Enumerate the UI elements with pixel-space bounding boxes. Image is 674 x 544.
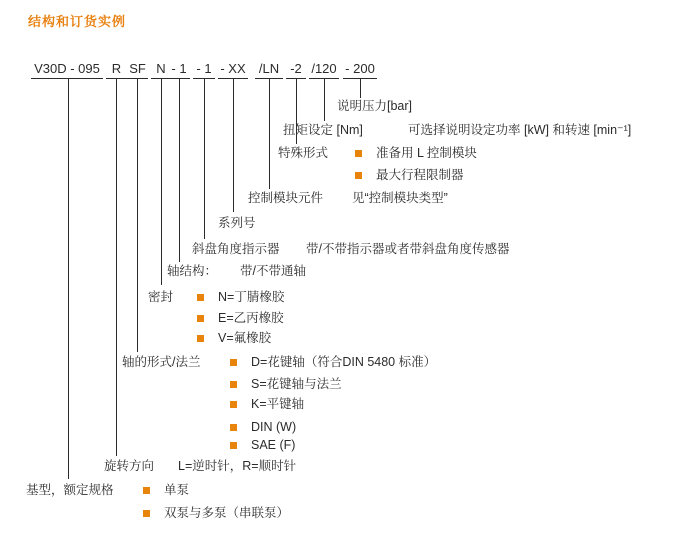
legend-label-base: 基型，额定规格 xyxy=(26,483,114,497)
legend-item-special-0 xyxy=(355,146,477,160)
legend-item-shafttype-1 xyxy=(230,377,342,391)
drop-line-pressure xyxy=(360,79,361,98)
drop-line-shaftstr xyxy=(179,79,180,262)
square-bullet-icon xyxy=(143,487,150,494)
drop-line-control xyxy=(269,79,270,189)
legend-label-seal: 密封 xyxy=(148,290,174,304)
legend-note-swashplate: 带/不带指示器或者带斜盘角度传感器 xyxy=(306,242,510,256)
legend-label-special: 特殊形式 xyxy=(278,146,329,160)
order-code-segment-rotation: R xyxy=(106,60,127,79)
legend-item-seal-1 xyxy=(197,311,284,325)
legend-item-base-1 xyxy=(143,506,289,520)
square-bullet-icon xyxy=(355,150,362,157)
legend-note-shaftstr: 带/不带通轴 xyxy=(240,264,306,278)
legend-note-torque: 可选择说明设定功率 [kW] 和转速 [min⁻¹] xyxy=(408,123,632,137)
legend-item-shafttype-2 xyxy=(230,397,304,411)
legend-item-text: 双泵与多泵（串联泵） xyxy=(164,506,290,520)
legend-label-pressure: 说明压力[bar] xyxy=(337,99,413,113)
drop-line-shaft xyxy=(137,79,138,352)
drop-line-torque xyxy=(324,79,325,121)
legend-item-shafttype-4 xyxy=(230,438,295,452)
legend-item-seal-0 xyxy=(197,290,284,304)
square-bullet-icon xyxy=(230,381,237,388)
square-bullet-icon xyxy=(230,359,237,366)
square-bullet-icon xyxy=(230,401,237,408)
drop-line-series xyxy=(233,79,234,212)
legend-item-text: SAE (F) xyxy=(251,438,296,452)
square-bullet-icon xyxy=(197,294,204,301)
legend-item-text: S=花键轴与法兰 xyxy=(251,377,342,391)
legend-label-torque: 扭矩设定 [Nm] xyxy=(283,123,363,137)
drop-line-rotation xyxy=(116,79,117,456)
drop-line-base xyxy=(68,79,69,479)
legend-item-text: DIN (W) xyxy=(251,420,297,434)
legend-item-text: D=花键轴（符合DIN 5480 标准） xyxy=(251,355,437,369)
legend-item-shafttype-0 xyxy=(230,355,436,369)
legend-item-special-1 xyxy=(355,168,464,182)
legend-label-series: 系列号 xyxy=(218,216,256,230)
legend-note-control: 见“控制模块类型” xyxy=(352,191,448,205)
order-code-segment-seal: N xyxy=(151,60,171,79)
order-code-segment-special: -2 xyxy=(286,60,306,79)
drop-line-indicator xyxy=(204,79,205,239)
square-bullet-icon xyxy=(230,424,237,431)
legend-label-shafttype: 轴的形式/法兰 xyxy=(122,355,201,369)
legend-label-control: 控制模块元件 xyxy=(248,191,324,205)
order-code-segment-torque: /120 xyxy=(309,60,339,79)
legend-item-text: 单泵 xyxy=(164,483,190,497)
legend-item-text: N=丁腈橡胶 xyxy=(218,290,285,304)
order-code-segment-indicator: - 1 xyxy=(193,60,215,79)
order-code-segment-series: - XX xyxy=(218,60,248,79)
square-bullet-icon xyxy=(197,335,204,342)
drop-line-seal xyxy=(161,79,162,285)
legend-item-base-0 xyxy=(143,483,189,497)
order-code-segment-pressure: - 200 xyxy=(343,60,377,79)
legend-item-text: 准备用 L 控制模块 xyxy=(376,146,477,160)
legend-item-text: V=氟橡胶 xyxy=(218,331,272,345)
legend-label-shaftstr: 轴结构： xyxy=(167,264,218,278)
square-bullet-icon xyxy=(143,510,150,517)
legend-label-rotation: 旋转方向 xyxy=(104,459,155,473)
page-title: 结构和订货实例 xyxy=(28,14,127,29)
legend-item-text: 最大行程限制器 xyxy=(376,168,464,182)
order-code-segment-control: /LN xyxy=(255,60,283,79)
legend-item-seal-2 xyxy=(197,331,271,345)
legend-note-rotation: L=逆时针，R=顺时针 xyxy=(178,459,297,473)
legend-item-text: E=乙丙橡胶 xyxy=(218,311,284,325)
square-bullet-icon xyxy=(230,442,237,449)
order-code-segment-base: V30D - 095 xyxy=(31,60,103,79)
legend-label-swashplate: 斜盘角度指示器 xyxy=(192,242,280,256)
order-code-segment-shaft: SF xyxy=(127,60,148,79)
square-bullet-icon xyxy=(197,315,204,322)
order-code-segment-shaftstr: - 1 xyxy=(168,60,190,79)
square-bullet-icon xyxy=(355,172,362,179)
legend-item-text: K=平键轴 xyxy=(251,397,305,411)
legend-item-shafttype-3 xyxy=(230,420,296,434)
